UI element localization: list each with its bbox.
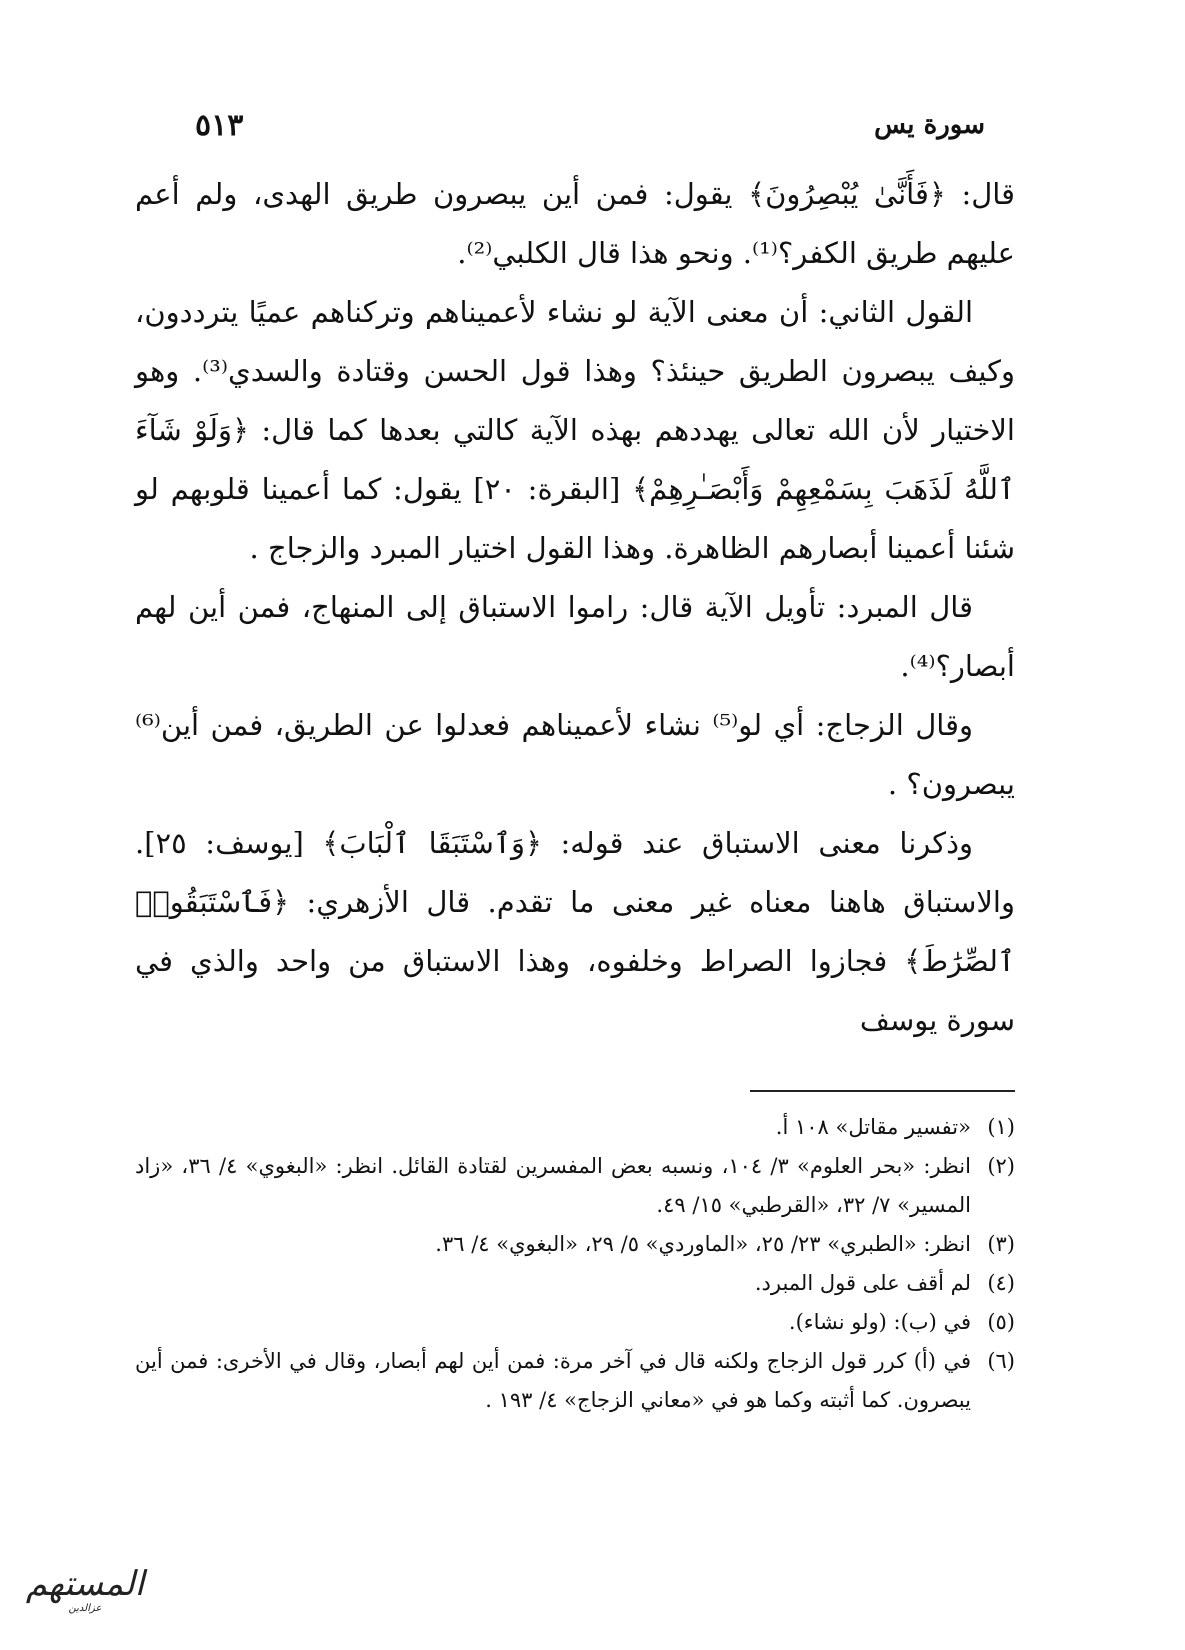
footnote: [135, 1225, 1015, 1264]
footnote-text: انظر: «الطبري» ٢٣/ ٢٥، «الماوردي» ٥/ ٢٩، «البغوي» ٤/ ٣٦.: [435, 1232, 971, 1256]
paragraph: وذكرنا معنى الاستباق عند قوله: ﴿وَٱسْتَبَقَا ٱلْبَابَ﴾ [يوسف: ٢٥]. والاستباق هاهنا معناه غير معنى ما تقدم. قال الأزهري: ﴿فَٱسْتَبَقُوا۟ ٱلصِّرَٰطَ﴾ فجازوا الصراط وخلفوه، وهذا الاستباق من واحد والذي في سورة يوسف: [135, 826, 1015, 1037]
footnote-number: (٢): [987, 1154, 1015, 1178]
footnote-text: انظر: «بحر العلوم» ٣/ ١٠٤، ونسبه بعض المفسرين لقتادة القائل. انظر: «البغوي» ٤/ ٣٦، «زاد المسير» ٧/ ٣٢، «القرطبي» ١٥/ ٤٩.: [135, 1154, 971, 1217]
footnote: [135, 1147, 1015, 1225]
publisher-logo: [10, 1565, 160, 1625]
footnote: [135, 1342, 1015, 1420]
paragraph: قال المبرد: تأويل الآية قال: راموا الاستباق إلى المنهاج، فمن أين لهم أبصار؟⁽⁴⁾.: [135, 590, 1015, 683]
footnote-text: في (أ) كرر قول الزجاج ولكنه قال في آخر مرة: فمن أين لهم أبصار، وقال في الأخرى: فمن أين يبصرون. كما أثبته وكما هو في «معاني الزجاج» ٤/ ١٩٣ .: [135, 1349, 971, 1412]
footnote: [135, 1108, 1015, 1147]
footnote: [135, 1303, 1015, 1342]
footnote-text: لم أقف على قول المبرد.: [754, 1271, 971, 1295]
footnote-number: (٥): [987, 1310, 1015, 1334]
footnote-number: (٣): [987, 1232, 1015, 1256]
paragraph: قال: ﴿فَأَنَّىٰ يُبْصِرُونَ﴾ يقول: فمن أين يبصرون طريق الهدى، ولم أعم عليهم طريق الكفر؟⁽¹⁾. ونحو هذا قال الكلبي⁽²⁾.: [135, 177, 1015, 270]
main-text: [135, 165, 1015, 1050]
paragraph: وقال الزجاج: أي لو⁽⁵⁾ نشاء لأعميناهم فعدلوا عن الطريق، فمن أين⁽⁶⁾ يبصرون؟ .: [135, 708, 1015, 801]
logo-text: المستهم: [25, 1564, 145, 1604]
footnote: [135, 1264, 1015, 1303]
footnote-number: (٤): [987, 1271, 1015, 1295]
paragraph: القول الثاني: أن معنى الآية لو نشاء لأعميناهم وتركناهم عميًا يترددون، وكيف يبصرون الطريق حينئذ؟ وهذا قول الحسن وقتادة والسدي⁽³⁾. وهو الاختيار لأن الله تعالى يهددهم بهذه الآية كالتي بعدها كما قال: ﴿وَلَوْ شَآءَ ٱللَّهُ لَذَهَبَ بِسَمْعِهِمْ وَأَبْصَـٰرِهِمْ﴾ [البقرة: ٢٠] يقول: كما أعمينا قلوبهم لو شئنا أعمينا أبصارهم الظاهرة. وهذا القول اختيار المبرد والزجاج .: [135, 295, 1015, 565]
logo-subtext: عزالدين: [68, 1603, 102, 1614]
footnote-text: في (ب): (ولو نشاء).: [788, 1310, 971, 1334]
surah-title: سورة يس: [874, 110, 985, 140]
footnote-number: (٦): [987, 1349, 1015, 1373]
footnote-text: «تفسير مقاتل» ١٠٨ أ.: [775, 1115, 971, 1139]
page-number: ٥١٣: [195, 107, 244, 143]
footnotes: [135, 1108, 1015, 1420]
footnote-divider: [750, 1090, 1015, 1092]
footnote-number: (١): [987, 1115, 1015, 1139]
page-header: [195, 100, 985, 150]
